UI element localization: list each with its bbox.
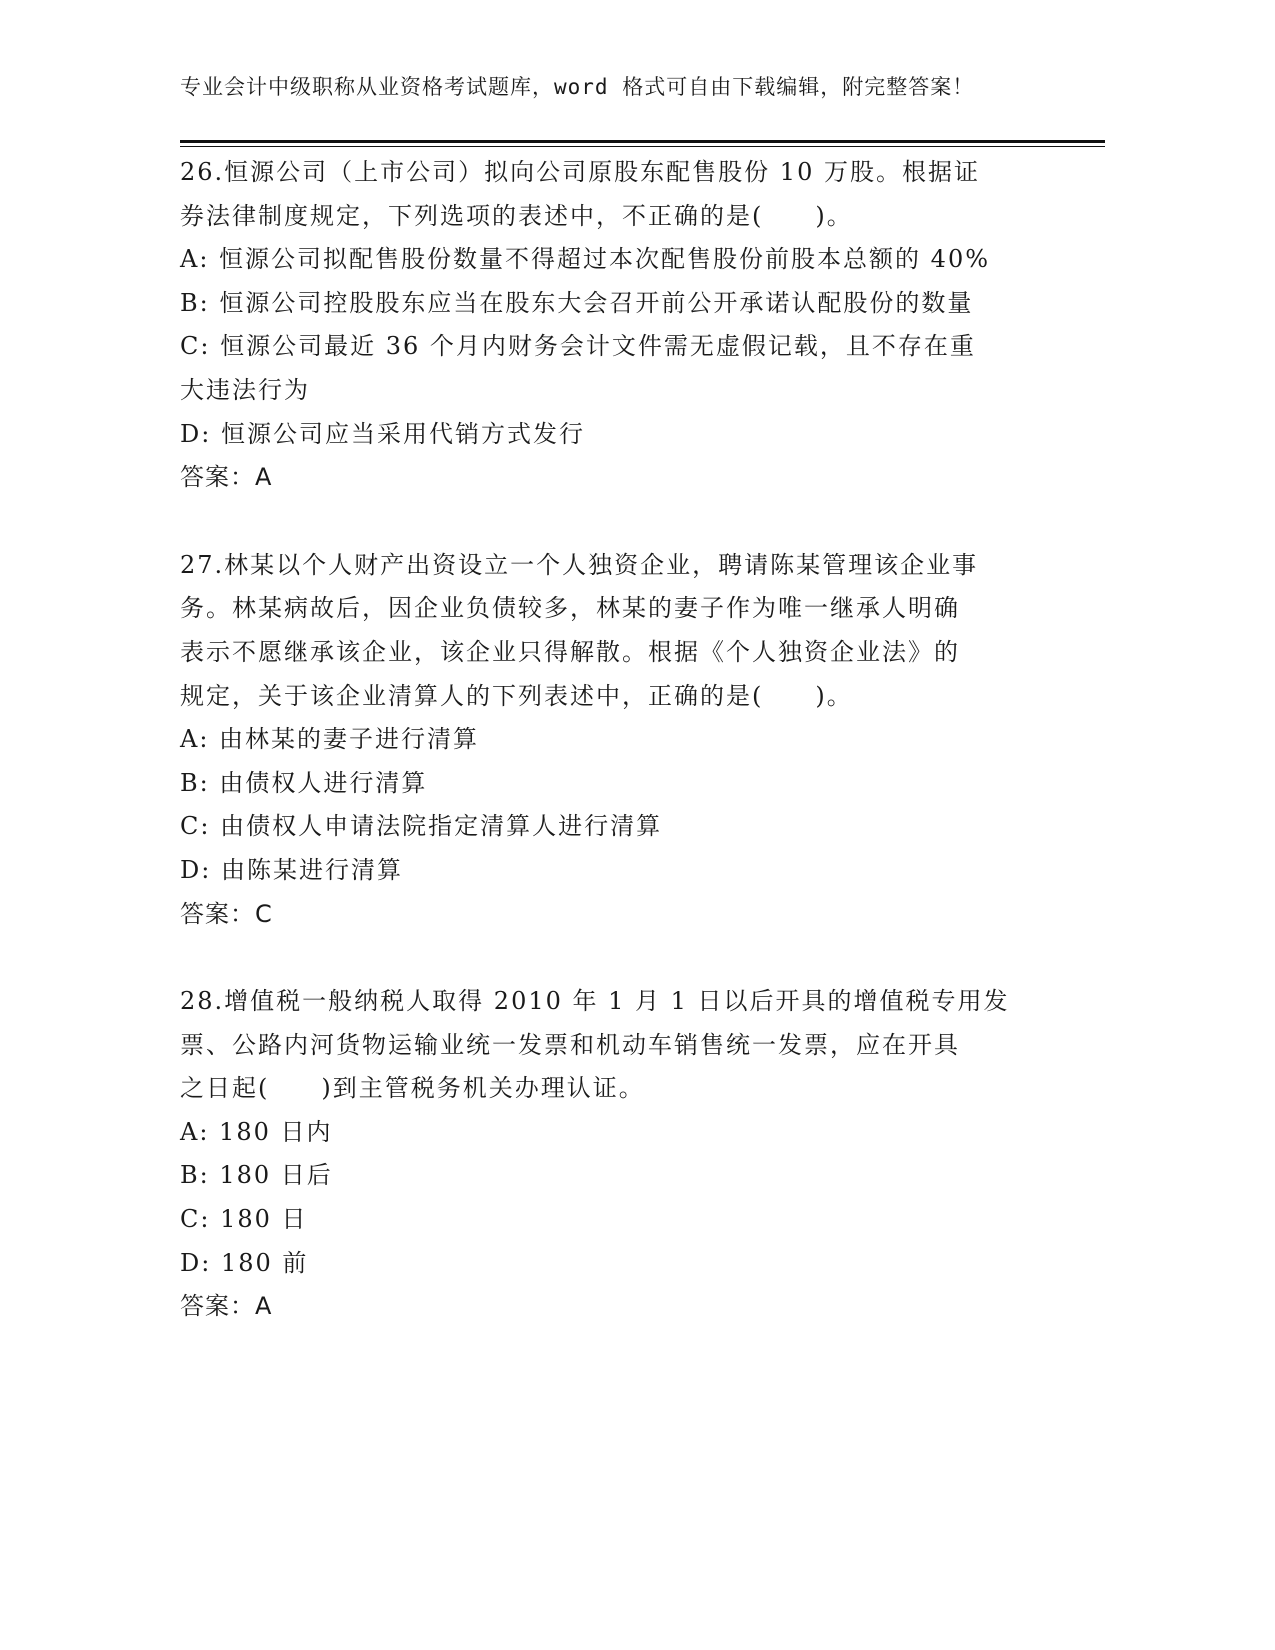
question-list — [180, 151, 1060, 1373]
question-28 — [180, 980, 1060, 1329]
question-stem-line: 票、公路内河货物运输业统一发票和机动车销售统一发票，应在开具 — [180, 1030, 960, 1059]
option-b: B: 由债权人进行清算 — [180, 768, 428, 797]
option-c: C: 恒源公司最近 36 个月内财务会计文件需无虚假记载，且不存在重 — [180, 332, 976, 361]
option-b: B: 180 日后 — [180, 1161, 333, 1190]
option-a: A: 恒源公司拟配售股份数量不得超过本次配售股份前股本总额的 40% — [180, 245, 991, 274]
header-rule-thin — [180, 146, 1105, 147]
option-c: C: 180 日 — [180, 1205, 308, 1234]
option-d: D: 恒源公司应当采用代销方式发行 — [180, 419, 585, 448]
question-stem-line: 28.增值税一般纳税人取得 2010 年 1 月 1 日以后开具的增值税专用发 — [180, 987, 1010, 1016]
question-stem-line: 表示不愿继承该企业，该企业只得解散。根据《个人独资企业法》的 — [180, 637, 960, 666]
question-26 — [180, 151, 1060, 500]
question-27 — [180, 544, 1060, 936]
question-stem-line: 规定，关于该企业清算人的下列表述中，正确的是( )。 — [180, 681, 853, 710]
question-stem-line: 券法律制度规定，下列选项的表述中，不正确的是( )。 — [180, 201, 853, 230]
option-b: B: 恒源公司控股股东应当在股东大会召开前公开承诺认配股份的数量 — [180, 288, 974, 317]
question-stem-line: 之日起( )到主管税务机关办理认证。 — [180, 1074, 645, 1103]
answer-label: 答案：C — [180, 899, 273, 928]
option-d: D: 180 前 — [180, 1248, 309, 1277]
option-a: A: 由林某的妻子进行清算 — [180, 725, 480, 754]
answer-label: 答案：A — [180, 1292, 273, 1321]
question-stem-line: 务。林某病故后，因企业负债较多，林某的妻子作为唯一继承人明确 — [180, 594, 960, 623]
header-rule-thick — [180, 140, 1105, 143]
question-stem-line: 26.恒源公司（上市公司）拟向公司原股东配售股份 10 万股。根据证 — [180, 158, 980, 186]
option-c: C: 由债权人申请法院指定清算人进行清算 — [180, 812, 663, 841]
option-a: A: 180 日内 — [180, 1117, 333, 1146]
answer-label: 答案：A — [180, 463, 273, 492]
option-c-continued: 大违法行为 — [180, 375, 310, 404]
question-stem-line: 27.林某以个人财产出资设立一个人独资企业，聘请陈某管理该企业事 — [180, 550, 979, 579]
option-d: D: 由陈某进行清算 — [180, 855, 403, 884]
page-header: 专业会计中级职称从业资格考试题库，word 格式可自由下载编辑，附完整答案！ — [180, 75, 975, 99]
